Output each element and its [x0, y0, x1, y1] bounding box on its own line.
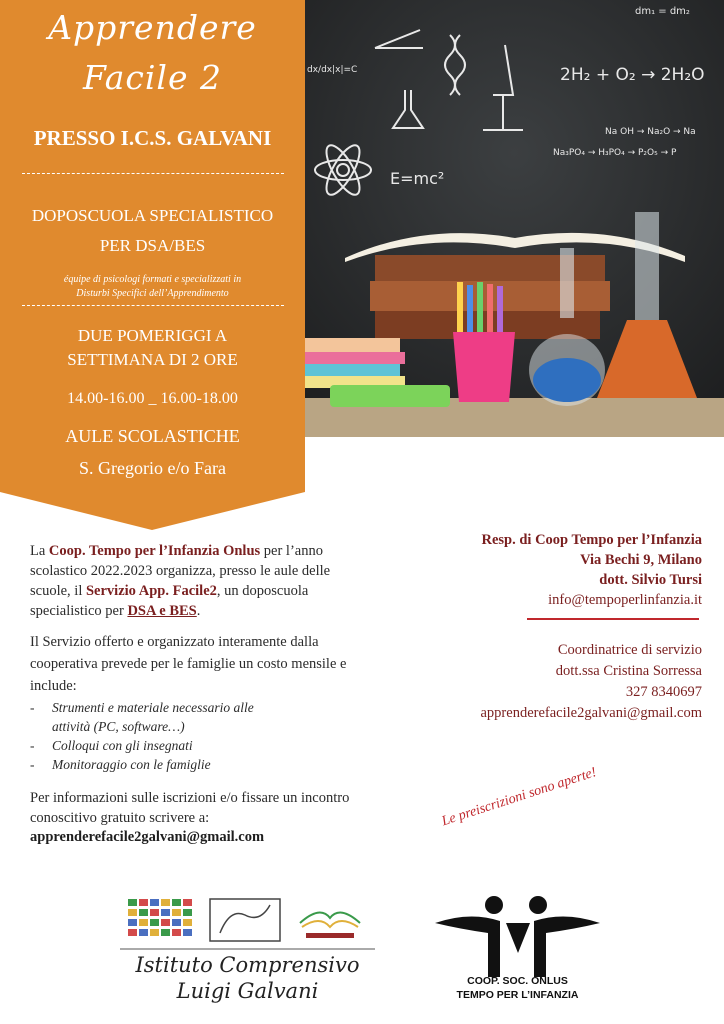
coop-logo-icon [430, 893, 605, 978]
formula-mass: dm₁ = dm₂ [635, 6, 690, 17]
contact-divider [527, 618, 699, 620]
venue-place: S. Gregorio e/o Fara [79, 458, 226, 478]
schedule-line-1: DUE POMERIGGI A [77, 326, 228, 345]
service-line-1: DOPOSCUOLA SPECIALISTICO [31, 206, 274, 225]
list-item: - Monitoraggio con le famiglie [30, 757, 211, 772]
title-line-1: Apprendere [48, 8, 257, 47]
contact-email-link[interactable]: apprenderefacile2galvani@gmail.com [30, 829, 265, 845]
venue: AULE SCOLASTICHE [65, 426, 240, 446]
chalkboard-photo [305, 0, 724, 437]
info-paragraph: Per informazioni sulle iscrizioni e/o fissare un incontro conoscitivo gratuito scrivere a: [30, 790, 350, 826]
coop-name-line-1: COOP. SOC. ONLUS [467, 975, 568, 987]
formula-water: 2H₂ + O₂ → 2H₂O [560, 65, 705, 85]
target-dsa-bes: DSA e BES [127, 603, 197, 619]
resp-person: dott. Silvio Tursi [599, 572, 702, 588]
header-banner [0, 0, 305, 530]
school-logo [120, 893, 375, 1011]
service-description: Il Servizio offerto e organizzato interamente dalla cooperativa prevede per le famiglie un costo mensile e include: [30, 634, 347, 694]
schedule-line-2: SETTIMANA DI 2 ORE [67, 350, 238, 369]
team-line-2: Disturbi Specifici dell’Apprendimento [76, 288, 229, 299]
coordinator-block [400, 640, 702, 724]
resp-title: Resp. di Coop Tempo per l’Infanzia [481, 532, 702, 548]
school-name-line-1: Istituto Comprensivo [135, 953, 360, 977]
formula-phosphate: Na₃PO₄ → H₃PO₄ → P₂O₅ → P [553, 148, 677, 158]
list-item: - Colloqui con gli insegnati [30, 738, 193, 753]
address: Via Bechi 9, Milano [580, 552, 702, 568]
coordinator-email-link[interactable]: apprenderefacile2galvani@gmail.com [480, 705, 702, 721]
preregistration-note: Le preiscrizioni sono aperte! [440, 765, 599, 830]
coordinator-name: dott.ssa Cristina Sorressa [555, 663, 702, 679]
coop-logo [430, 893, 605, 1011]
hours: 14.00-16.00 _ 16.00-18.00 [67, 390, 238, 407]
formula-derivative: dx/dx|x|=C [307, 65, 358, 75]
list-item: - Strumenti e materiale necessario alle attività (PC, software…) [30, 700, 254, 734]
organization-name: Coop. Tempo per l’Infanzia Onlus [48, 543, 261, 559]
contact-block [400, 530, 702, 610]
intro-paragraph: La Coop. Tempo per l’Infanzia Onlus per l’anno scolastico 2022.2023 organizza, presso le aule delle scuole, il Servizio App. Facile2, un doposcuola specialistico per DSA e BES. [30, 543, 331, 619]
resp-email-link[interactable]: info@tempoperlinfanzia.it [548, 592, 702, 608]
title-line-2: Facile 2 [83, 58, 222, 97]
included-list [30, 698, 330, 774]
location-heading: PRESSO I.C.S. GALVANI [33, 126, 272, 150]
service-name: Servizio App. Facile2 [85, 583, 217, 599]
divider [22, 173, 284, 174]
formula-energy: E=mc² [390, 169, 445, 188]
coop-name-line-2: TEMPO PER L’INFANZIA [456, 989, 579, 1001]
team-line-1: équipe di psicologi formati e specializzati in [63, 274, 242, 285]
coordinator-phone: 327 8340697 [625, 684, 702, 700]
school-name-line-2: Luigi Galvani [176, 979, 319, 1003]
divider [22, 305, 284, 306]
service-line-2: PER DSA/BES [99, 236, 206, 255]
formula-sodium: Na OH → Na₂O → Na [605, 127, 696, 137]
coordinator-title: Coordinatrice di servizio [557, 642, 702, 658]
